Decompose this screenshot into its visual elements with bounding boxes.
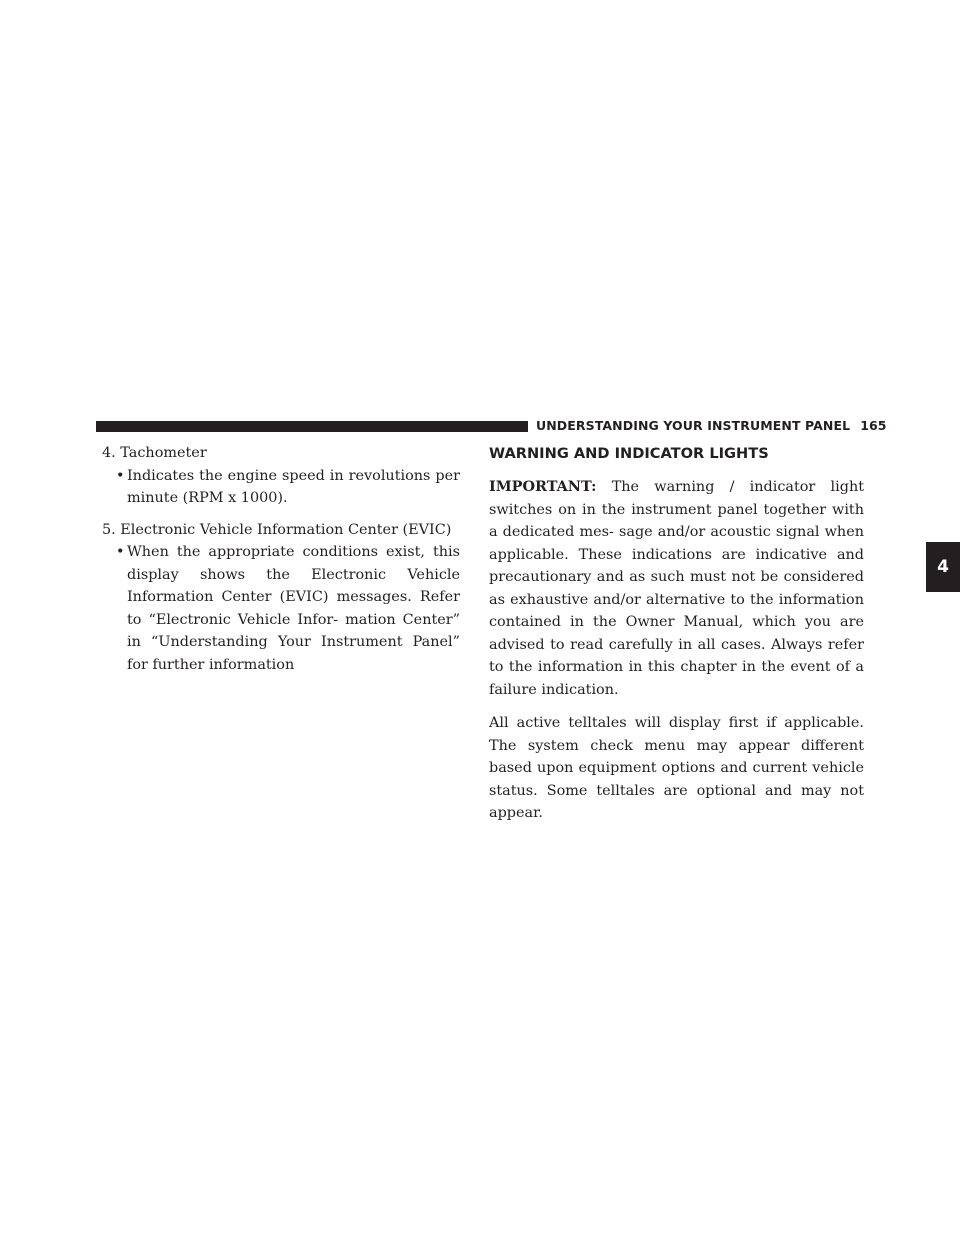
bullet-text: When the appropriate conditions exist, this display shows the Electronic Vehicle Information Center (EVIC) messages. Refer to “Electronic Vehicle Infor- mation Center” in “Understanding Your Instrument Panel” for further information (127, 544, 460, 673)
page-number: 165 (860, 418, 887, 433)
bullet-item (96, 465, 460, 510)
bullet-icon: • (116, 544, 125, 560)
paragraph-telltales: All active telltales will display first if applicable. The system check menu may appear different based upon equipment options and current vehicle status. Some telltales are optional and may not appear. (489, 715, 864, 821)
left-column (96, 442, 460, 676)
bullet-text: Indicates the engine speed in revolutions per minute (RPM x 1000). (127, 467, 460, 506)
list-item-evic: 5. Electronic Vehicle Information Center (EVIC) (102, 521, 452, 538)
header-title: UNDERSTANDING YOUR INSTRUMENT PANEL (536, 418, 851, 433)
bullet-item (96, 541, 460, 676)
right-column (489, 442, 864, 825)
section-heading: WARNING AND INDICATOR LIGHTS (489, 445, 769, 462)
important-text: The warning / indicator light switches on in the instrument panel together with a dedicated mes- sage and/or acoustic signal when applicable. These indications are indicative and precautionary and as such must not be considered as exhaustive and/or alternative to the information contained in the Owner Manual, which you are advised to read carefully in all cases. Always refer to the information in this chapter in the event of a failure indication. (489, 479, 864, 698)
paragraph-important (489, 476, 864, 701)
header-rule (96, 421, 528, 432)
list-item-tachometer: 4. Tachometer (102, 445, 207, 461)
running-header (536, 418, 887, 433)
bullet-icon: • (116, 467, 125, 484)
chapter-tab: 4 (926, 542, 960, 592)
important-label: IMPORTANT: (489, 478, 597, 495)
